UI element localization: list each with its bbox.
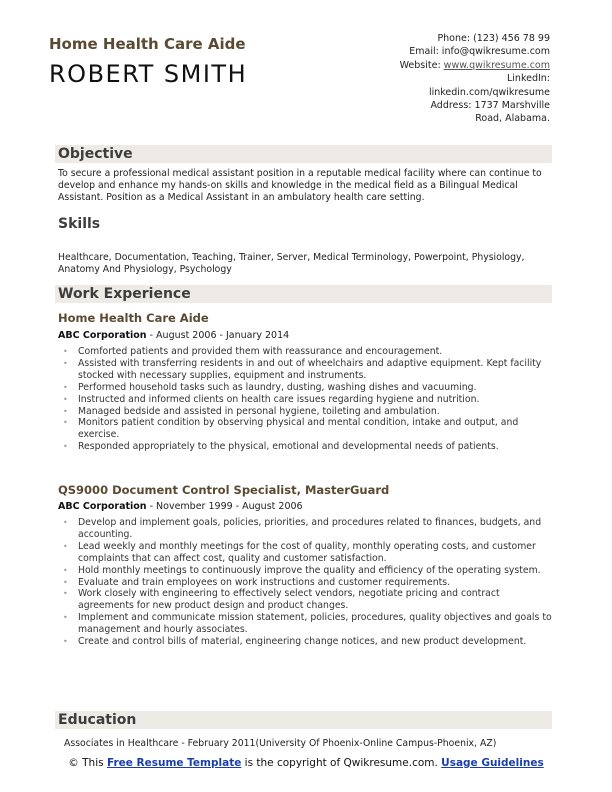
list-item: • Instructed and informed clients on health care issues regarding hygiene and nutrition.: [58, 394, 552, 406]
usage-guidelines-link[interactable]: Usage Guidelines: [441, 757, 544, 769]
list-item: • Evaluate and train employees on work instructions and customer requirements.: [58, 577, 552, 589]
contact-info: [350, 32, 550, 126]
list-item: • Implement and communicate mission statement, policies, procedures, quality objectives and goals to management and hourly associates.: [58, 612, 552, 636]
job-title: QS9000 Document Control Specialist, MasterGuard: [58, 483, 390, 497]
list-item: • Work closely with engineering to effectively select vendors, negotiate pricing and contract agreements for new product design and product changes.: [58, 588, 552, 612]
free-resume-template-link[interactable]: Free Resume Template: [106, 757, 242, 769]
footer-middle: is the copyright of Qwikresume.com.: [241, 757, 442, 769]
skills-text: Healthcare, Documentation, Teaching, Trainer, Server, Medical Terminology, Powerpoint, Physiology, Anatomy And Physiology, Psychology: [58, 252, 525, 275]
job-bullets: [58, 346, 552, 453]
linkedin-label: LinkedIn:: [506, 73, 550, 85]
job-title: Home Health Care Aide: [58, 311, 209, 325]
dates: - August 2006 - January 2014: [146, 330, 290, 341]
copyright-footer: [60, 757, 552, 770]
work-experience-heading: Work Experience: [55, 285, 552, 303]
job-role-title: Home Health Care Aide: [49, 35, 246, 53]
job-bullets: [58, 517, 552, 648]
email: Email: info@qwikresume.com: [409, 46, 550, 58]
list-item: • Monitors patient condition by observing physical and mental condition, intake and output, and exercise.: [58, 417, 552, 441]
list-item: • Comforted patients and provided them with reassurance and encouragement.: [58, 346, 552, 358]
website-label: Website:: [399, 59, 444, 71]
address: Address: 1737 Marshville Road, Alabama.: [430, 100, 550, 125]
company: ABC Corporation: [58, 501, 147, 512]
list-item: • Assisted with transferring residents in and out of wheelchairs and adaptive equipment. Kept facility stocked with necessary supplies, equipment and instruments.: [58, 358, 552, 382]
dates: - November 1999 - August 2006: [146, 501, 303, 512]
list-item: • Create and control bills of material, engineering change notices, and new product development.: [58, 636, 552, 648]
list-item: • Hold monthly meetings to continuously improve the quality and efficiency of the operating system.: [58, 565, 552, 577]
education-heading: Education: [55, 711, 552, 729]
phone: Phone: (123) 456 78 99: [437, 33, 550, 44]
linkedin: linkedin.com/qwikresume: [428, 86, 550, 98]
education-text: Associates in Healthcare - February 2011(University Of Phoenix-Online Campus-Phoenix, AZ): [64, 738, 497, 749]
list-item: • Managed bedside and assisted in personal hygiene, toileting and ambulation.: [58, 406, 552, 418]
website-link[interactable]: www.qwikresume.com: [443, 59, 550, 71]
skills-heading: Skills: [55, 215, 552, 233]
job-company-dates: [58, 330, 289, 341]
list-item: • Lead weekly and monthly meetings for the cost of quality, monthly operating costs, and customer complaints that can affect cost, quality and customer satisfaction.: [58, 541, 552, 565]
job-company-dates: [58, 501, 303, 512]
company: ABC Corporation: [58, 330, 147, 341]
list-item: • Performed household tasks such as laundry, dusting, washing dishes and vacuuming.: [58, 382, 552, 394]
objective-heading: Objective: [55, 145, 552, 163]
objective-text: To secure a professional medical assistant position in a reputable medical facility where can continue to develop and enhance my hands-on skills and knowledge in the medical field as a Bilingual Medical Assistant. Position as a Medical Assistant in an ambulatory health care setting.: [58, 168, 542, 203]
candidate-name: ROBERT SMITH: [49, 60, 248, 88]
list-item: • Develop and implement goals, policies, priorities, and procedures related to finances, budgets, and accounting.: [58, 517, 552, 541]
footer-prefix: © This: [68, 757, 107, 769]
list-item: • Responded appropriately to the physical, emotional and developmental needs of patients.: [58, 441, 552, 453]
